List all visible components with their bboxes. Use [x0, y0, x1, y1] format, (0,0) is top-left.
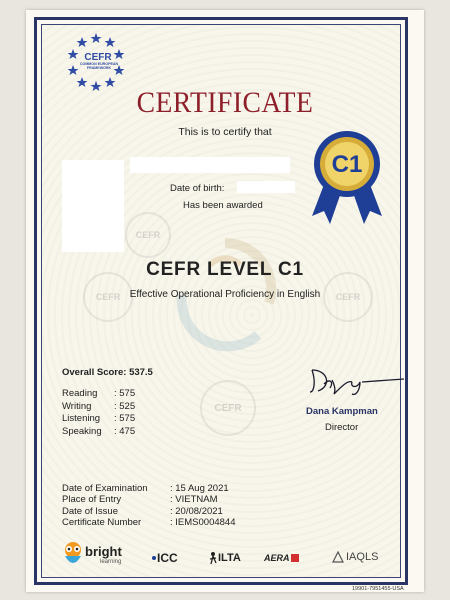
signer-role: Director [325, 422, 359, 433]
iaqls-logo [332, 551, 378, 563]
overall-score-label: Overall Score: [62, 367, 127, 378]
badge-level-text: C1 [331, 151, 363, 178]
exam-row [62, 506, 236, 517]
cefr-logo-text: CEFR [84, 52, 112, 63]
cefr-watermark: CEFR [200, 380, 256, 436]
awarded-text: Has been awarded [183, 200, 263, 211]
bright-sub-text: learning [100, 559, 122, 565]
score-label: Writing [62, 400, 92, 412]
bright-owl-icon [60, 540, 86, 570]
score-row-speaking [62, 426, 135, 439]
overall-score-value: 537.5 [129, 367, 153, 378]
serial-number: 19901-7951455-USA [352, 586, 404, 592]
exam-value: : 20/08/2021 [170, 505, 223, 517]
exam-value: : IEMS0004844 [170, 516, 236, 528]
icc-logo [152, 551, 178, 565]
score-value: : 575 [114, 388, 136, 399]
score-label: Listening [62, 413, 101, 424]
certificate-title: CERTIFICATE [136, 86, 314, 119]
cefr-watermark: CEFR [323, 272, 373, 322]
iaqls-text: IAQLS [346, 551, 379, 563]
signer-name: Dana Kampman [306, 406, 378, 417]
score-breakdown [62, 388, 135, 438]
score-row-listening [62, 413, 135, 426]
exam-value: : 15 Aug 2021 [170, 483, 229, 494]
cefr-watermark: CEFR [83, 272, 133, 322]
aera-logo [264, 553, 299, 563]
exam-row [62, 517, 236, 528]
aera-text: AERA [264, 553, 290, 563]
exam-label: Date of Examination [62, 483, 148, 494]
aera-flag-icon [291, 554, 299, 562]
exam-label: Date of Issue [62, 505, 118, 517]
exam-label: Place of Entry [62, 494, 122, 506]
exam-label: Certificate Number [62, 516, 142, 528]
score-row-reading [62, 388, 135, 401]
score-row-writing [62, 401, 135, 414]
icc-dot-icon [152, 556, 156, 560]
photo-redacted [62, 160, 124, 252]
score-value: : 525 [114, 400, 136, 412]
dob-redacted [237, 181, 295, 193]
score-label: Speaking [62, 425, 102, 437]
bright-text: bright [85, 544, 122, 559]
proficiency-description: Effective Operational Proficiency in English [129, 289, 321, 300]
exam-row [62, 483, 236, 494]
exam-details [62, 483, 236, 528]
cefr-watermark: CEFR [125, 212, 171, 258]
ilta-text: ILTA [218, 552, 241, 564]
cefr-logo [65, 30, 127, 92]
cefr-logo-subtitle: COMMON EUROPEAN FRAMEWORK [79, 62, 119, 70]
certify-text: This is to certify that [178, 126, 272, 138]
bright-learning-logo [60, 540, 132, 570]
score-value: : 575 [114, 413, 136, 424]
c1-badge [306, 128, 388, 230]
exam-value: : VIETNAM [170, 494, 218, 506]
dob-label: Date of birth: [170, 183, 225, 194]
overall-score [62, 367, 153, 378]
exam-row [62, 494, 236, 505]
score-value: : 475 [114, 425, 136, 437]
icc-text: ICC [157, 551, 178, 565]
cefr-level-heading: CEFR LEVEL C1 [146, 259, 304, 280]
iaqls-triangle-icon [332, 551, 344, 563]
ilta-figure-icon [208, 551, 218, 565]
holder-name-redacted [130, 157, 290, 173]
score-label: Reading [62, 388, 98, 399]
ilta-logo [208, 551, 241, 565]
signature-image [302, 362, 410, 398]
